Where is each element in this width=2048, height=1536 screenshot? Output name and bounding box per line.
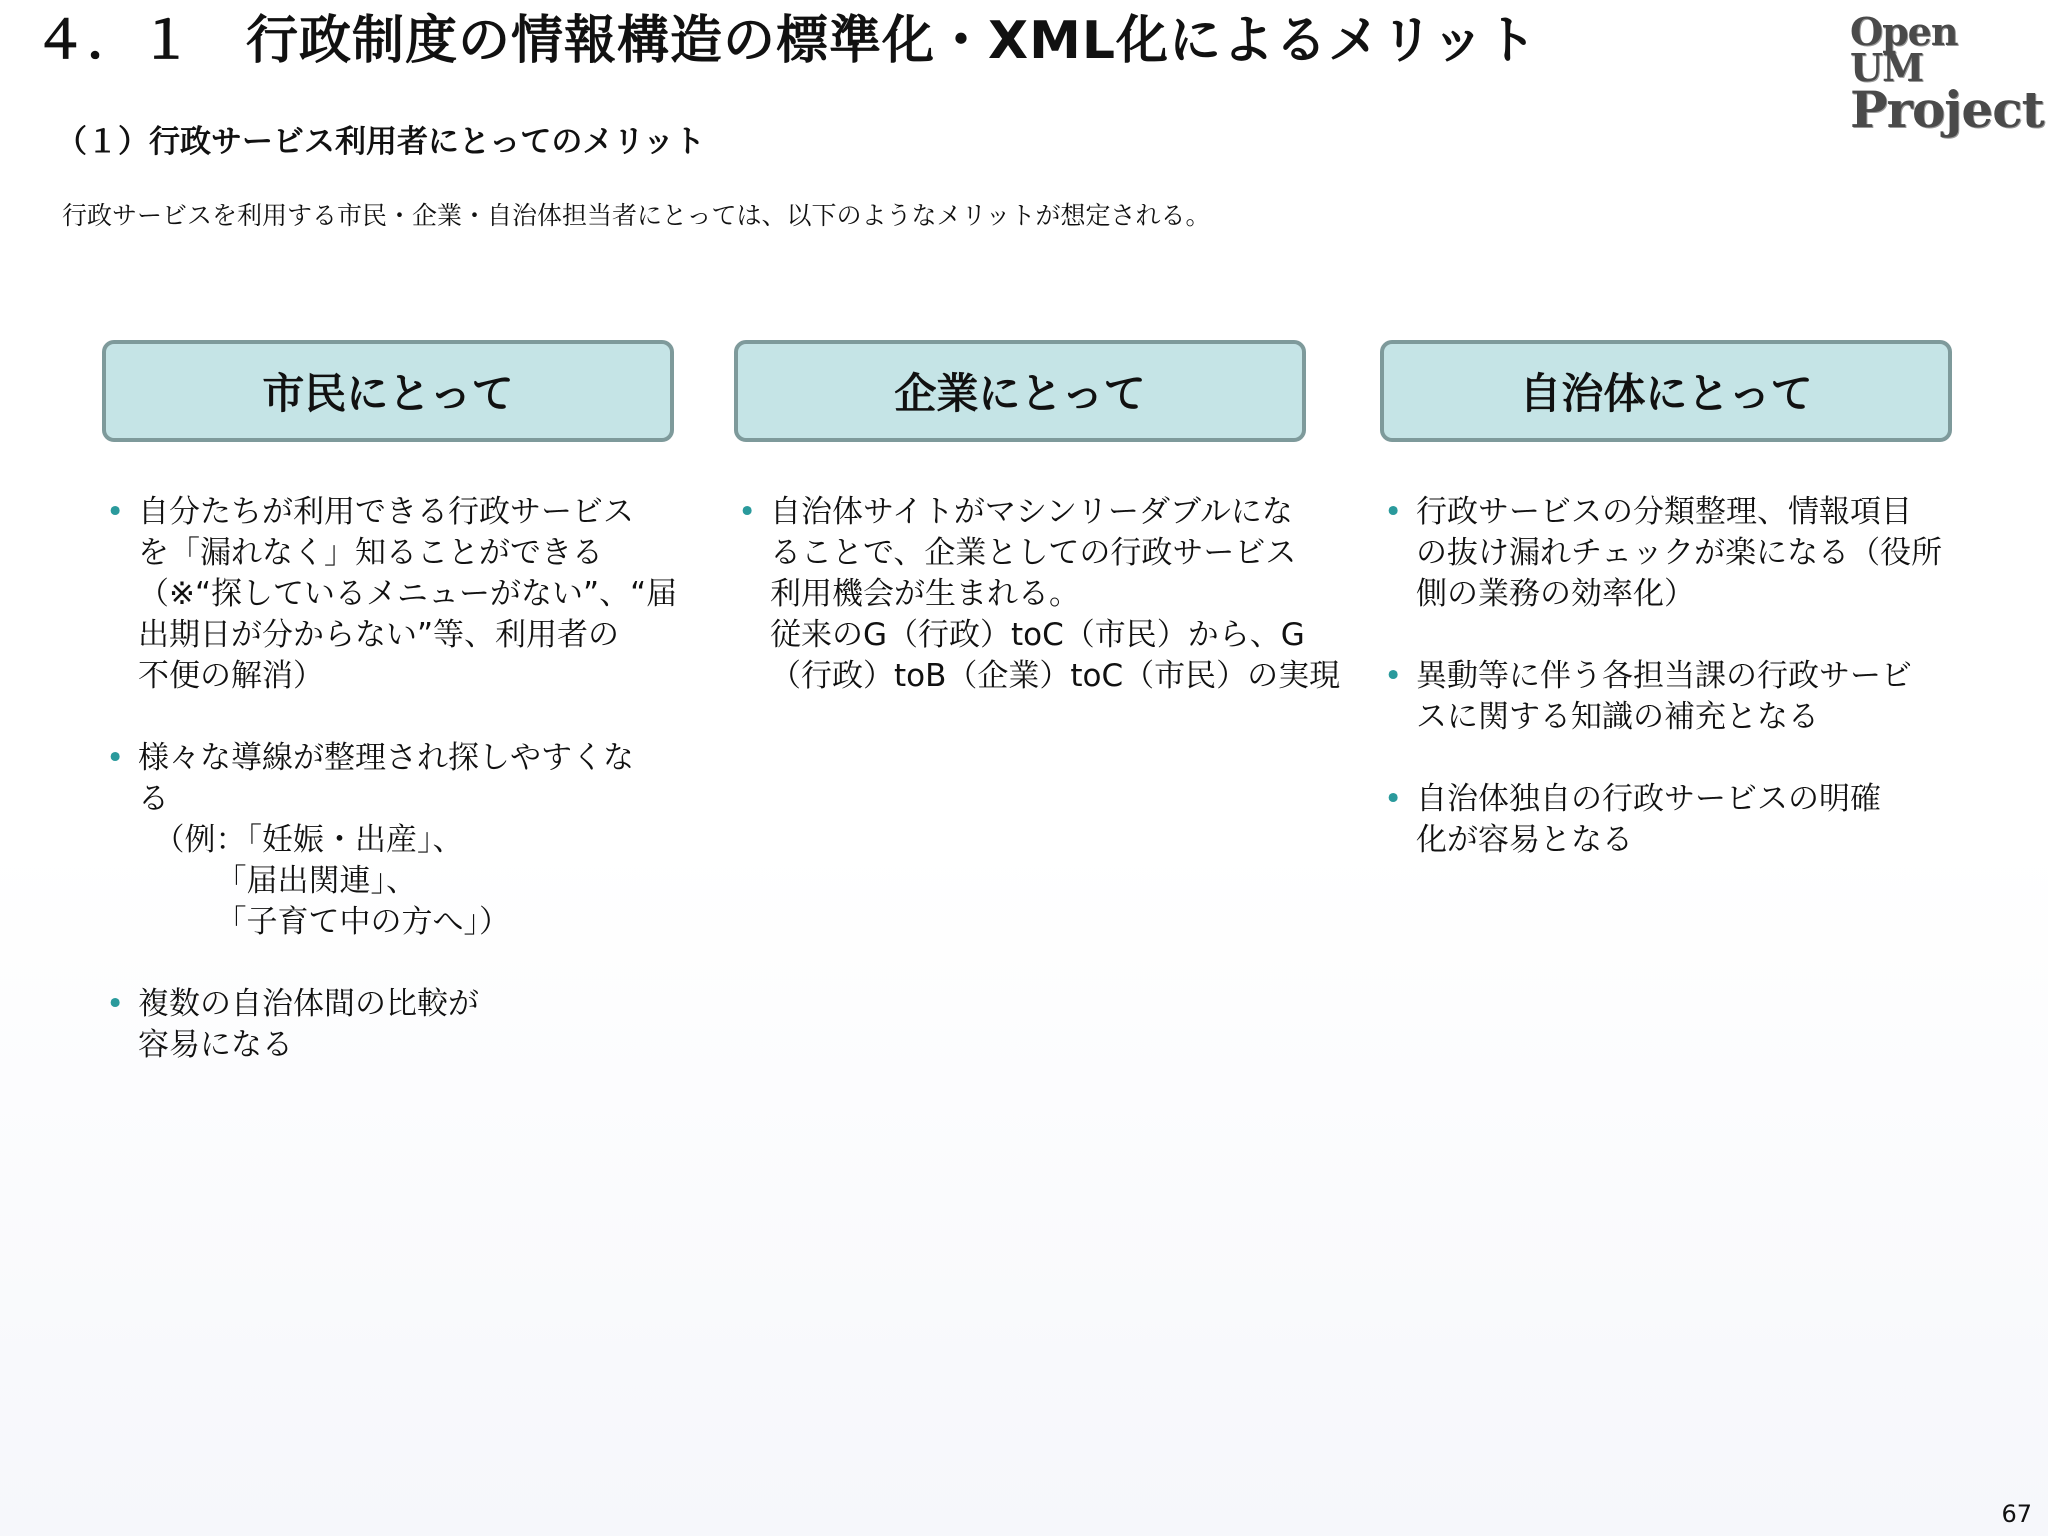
list-item [1384, 656, 1952, 738]
column-header-municipalities: 自治体にとって [1380, 340, 1952, 442]
bullet-text: 様々な導線が整理され探しやすくな る （例：「妊娠・出産」、 「届出関連」、 「子育て中の方へ」） [138, 740, 634, 940]
bullet-dot-icon: • [1384, 494, 1403, 530]
bullet-list-citizens [102, 492, 678, 1066]
intro-text: 行政サービスを利用する市民・企業・自治体担当者にとっては、以下のようなメリットが想定される。 [62, 201, 1211, 230]
bullet-list-municipalities [1380, 492, 1952, 861]
column-header-citizens: 市民にとって [102, 340, 674, 442]
logo-line-2: Project [1850, 80, 2044, 140]
list-item [106, 738, 674, 943]
list-item [1384, 492, 1952, 615]
column-municipalities [1380, 340, 1952, 902]
bullet-text: 異動等に伴う各担当課の行政サービ スに関する知識の補充となる [1416, 658, 1912, 735]
bullet-text: 行政サービスの分類整理、情報項目 の抜け漏れチェックが楽になる（役所 側の業務の効率化） [1416, 494, 1943, 612]
list-item [1384, 779, 1952, 861]
bullet-dot-icon: • [106, 740, 125, 776]
bullet-text: 自治体独自の行政サービスの明確 化が容易となる [1416, 781, 1881, 858]
bullet-dot-icon: • [1384, 658, 1403, 694]
section-subtitle: （１）行政サービス利用者にとってのメリット [56, 124, 706, 160]
page-number: 67 [2001, 1500, 2032, 1528]
bullet-text: 自分たちが利用できる行政サービス を「漏れなく」知ることができる （※“探しているメニューがない”、“届 出期日が分からない”等、利用者の 不便の解消） [138, 494, 678, 694]
list-item [106, 984, 674, 1066]
open-um-project-logo [1850, 9, 2044, 140]
list-item [106, 492, 678, 697]
logo-line-1: Open UM [1850, 9, 1958, 91]
list-item [738, 492, 1341, 697]
column-companies [734, 340, 1341, 738]
column-header-companies: 企業にとって [734, 340, 1306, 442]
bullet-dot-icon: • [738, 494, 757, 530]
bullet-dot-icon: • [1384, 781, 1403, 817]
column-citizens [102, 340, 678, 1107]
slide-title: ４．１ 行政制度の情報構造の標準化・XML化によるメリット [34, 11, 1538, 71]
bullet-text: 自治体サイトがマシンリーダブルにな ることで、企業としての行政サービス 利用機会が生まれる。 従来のG（行政）toC（市民）から、G （行政）toB（企業）toC（市民）の実現 [770, 494, 1341, 694]
bullet-text: 複数の自治体間の比較が 容易になる [138, 986, 479, 1063]
bullet-dot-icon: • [106, 494, 125, 530]
bullet-list-companies [734, 492, 1341, 697]
bullet-dot-icon: • [106, 986, 125, 1022]
